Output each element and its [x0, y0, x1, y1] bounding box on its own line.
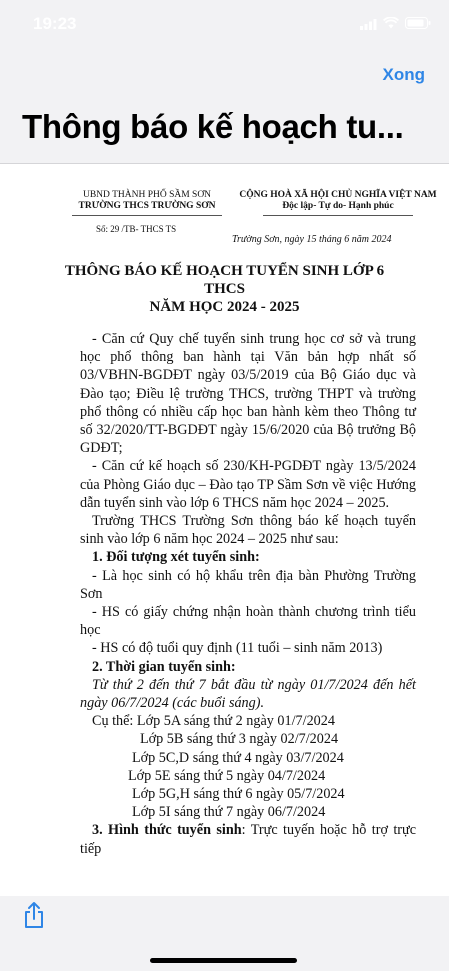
title-line3: NĂM HỌC 2024 - 2025	[149, 299, 300, 315]
schedule-item: Lớp 5C,D sáng thứ 4 ngày 03/7/2024	[132, 749, 344, 766]
schedule-item: Cụ thể: Lớp 5A sáng thứ 2 ngày 01/7/2024	[92, 713, 335, 730]
title-line2: THCS	[204, 281, 245, 297]
document-image	[0, 164, 449, 896]
share-icon[interactable]	[23, 901, 45, 929]
schedule-item: Lớp 5I sáng thứ 7 ngày 06/7/2024	[132, 804, 326, 821]
battery-icon	[405, 16, 431, 28]
place-date: Trường Sơn, ngày 15 tháng 6 năm 2024	[232, 234, 392, 245]
section3-text: : Trực tuyến hoặc hỗ trợ trực tiếp	[80, 822, 417, 857]
section2-heading: 2. Thời gian tuyển sinh:	[92, 658, 236, 675]
home-indicator[interactable]	[150, 958, 297, 963]
section3-heading: 3. Hình thức tuyển sinh	[92, 822, 242, 839]
status-bar	[0, 0, 449, 50]
issuer-underline	[72, 215, 222, 216]
status-icons	[360, 16, 431, 28]
cellular-signal-icon	[360, 17, 377, 28]
issuer-header	[62, 190, 232, 216]
national-line2: Độc lập- Tự do- Hạnh phúc	[282, 201, 394, 211]
national-header	[238, 190, 438, 216]
schedule-item: Lớp 5B sáng thứ 3 ngày 02/7/2024	[140, 731, 339, 748]
document-number: Số: 29 /TB- THCS TS	[96, 224, 177, 234]
issuer-line2: TRƯỜNG THCS TRƯỜNG SƠN	[78, 201, 216, 211]
paragraph-intro: Trường THCS Trường Sơn thông báo kế hoạch tuyển sinh vào lớp 6 năm học 2024 – 2025 như sau:	[80, 513, 416, 548]
document-title	[0, 262, 449, 316]
page-title: Thông báo kế hoạch tu...	[22, 108, 404, 145]
section3	[80, 821, 416, 857]
schedule-item: Lớp 5G,H sáng thứ 6 ngày 05/7/2024	[132, 786, 345, 803]
schedule-item: Lớp 5E sáng thứ 5 ngày 04/7/2024	[128, 767, 326, 784]
section1-item: - HS có giấy chứng nhận hoàn thành chương trình tiểu học	[80, 604, 416, 639]
section2-text: Từ thứ 2 đến thứ 7 bắt đầu từ ngày 01/7/2024 đến hết ngày 06/7/2024 (các buổi sáng).	[80, 676, 416, 712]
national-underline	[263, 215, 413, 216]
title-line1: THÔNG BÁO KẾ HOẠCH TUYỂN SINH LỚP 6	[64, 263, 385, 279]
schedule-list	[80, 712, 416, 821]
issuer-line1: UBND THÀNH PHỐ SẦM SƠN	[82, 190, 212, 200]
national-line1: CỘNG HOÀ XÃ HỘI CHỦ NGHĨA VIỆT NAM	[239, 190, 437, 200]
document-body	[80, 330, 416, 858]
paragraph-legal-basis-2: - Căn cứ kế hoạch số 230/KH-PGDĐT ngày 13/5/2024 của Phòng Giáo dục – Đào tạo TP Sầm Sơn về việc Hướng dẫn tuyển sinh vào lớp 6 THCS năm học 2024 – 2025.	[80, 458, 416, 511]
section1-heading: 1. Đối tượng xét tuyển sinh:	[92, 549, 260, 566]
paragraph-legal-basis-1: - Căn cứ Quy chế tuyển sinh trung học cơ sở và trung học phổ thông ban hành tại Văn bản hợp nhất số 03/VBHN-BGDĐT ngày 03/5/2019 của Bộ Giáo dục và Đào tạo; Điều lệ trường THCS, trường THPT và trường phổ thông có nhiều cấp học ban hành kèm theo Thông tư số 32/2020/TT-BGDĐT ngày 15/6/2020 của Bộ trưởng Bộ GDĐT;	[80, 331, 416, 457]
status-time: 19:23	[33, 14, 77, 33]
done-button[interactable]: Xong	[382, 65, 425, 84]
wifi-icon	[383, 16, 399, 28]
section1-item: - Là học sinh có hộ khẩu trên địa bàn Phường Trường Sơn	[80, 567, 416, 602]
section1-item: - HS có độ tuổi quy định (11 tuổi – sinh năm 2013)	[92, 640, 383, 657]
bottom-toolbar	[0, 896, 449, 971]
